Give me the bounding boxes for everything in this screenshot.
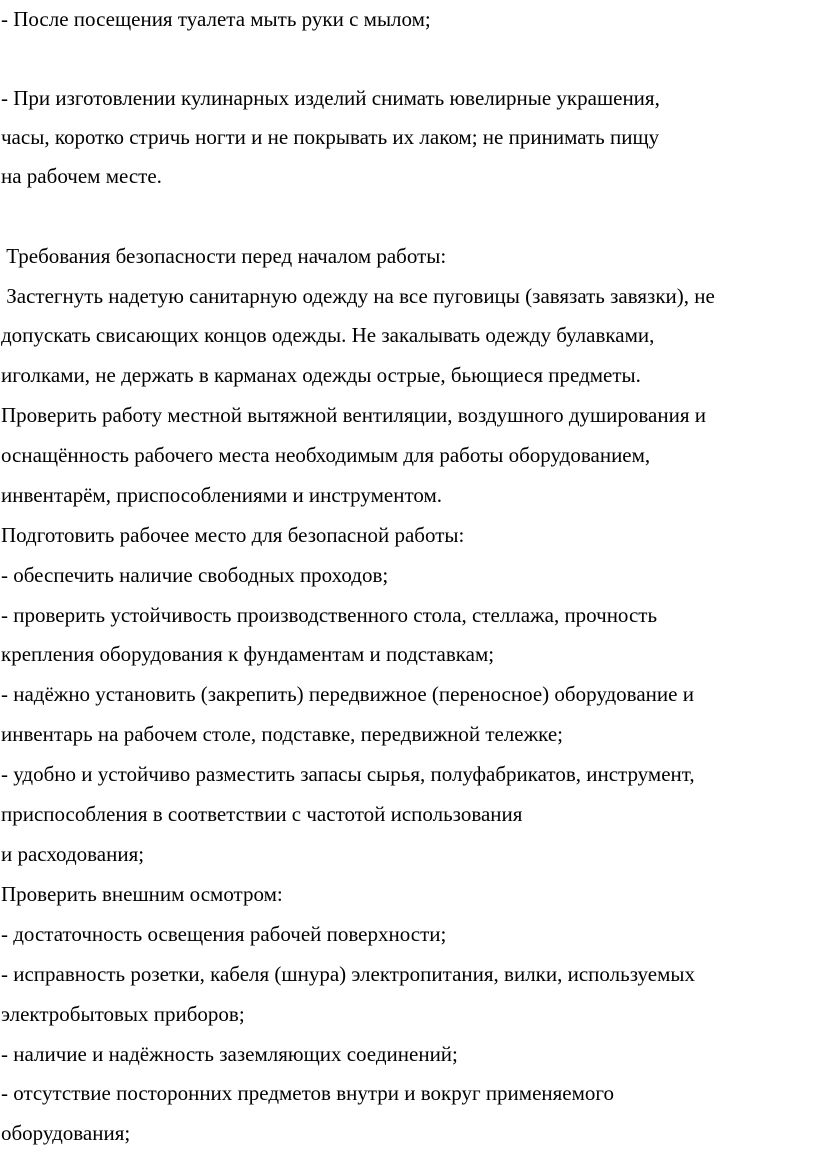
section-heading: Требования безопасности перед началом работы: [1, 244, 447, 268]
text-line: Проверить внешним осмотром: [1, 882, 283, 906]
text-line: часы, коротко стричь ногти и не покрывать их лаком; не принимать пищу [1, 125, 660, 149]
text-line: - При изготовлении кулинарных изделий снимать ювелирные украшения, [1, 86, 660, 110]
text-line: - проверить устойчивость производственного стола, стеллажа, прочность [1, 603, 658, 627]
text-line: и расходования; [1, 842, 145, 866]
text-line: Проверить работу местной вытяжной вентиляции, воздушного душирования и [1, 403, 706, 427]
text-line: электробытовых приборов; [1, 1002, 245, 1026]
text-line: оснащённость рабочего места необходимым для работы оборудованием, [1, 443, 651, 467]
text-line: крепления оборудования к фундаментам и подставкам; [1, 642, 495, 666]
text-line: - исправность розетки, кабеля (шнура) электропитания, вилки, используемых [1, 962, 695, 986]
text-line: - отсутствие посторонних предметов внутри и вокруг применяемого [1, 1081, 614, 1105]
text-line: - надёжно установить (закрепить) передвижное (переносное) оборудование и [1, 682, 694, 706]
text-line: иголками, не держать в карманах одежды острые, бьющиеся предметы. [1, 363, 641, 387]
text-line: инвентарь на рабочем столе, подставке, передвижной тележке; [1, 722, 563, 746]
text-line: - обеспечить наличие свободных проходов; [1, 563, 389, 587]
text-line: Застегнуть надетую санитарную одежду на все пуговицы (завязать завязки), не [1, 284, 715, 308]
text-line: на рабочем месте. [1, 164, 162, 188]
text-line: - наличие и надёжность заземляющих соединений; [1, 1042, 458, 1066]
text-line: - достаточность освещения рабочей поверхности; [1, 922, 447, 946]
text-line: Подготовить рабочее место для безопасной работы: [1, 523, 465, 547]
text-line: инвентарём, приспособлениями и инструментом. [1, 483, 442, 507]
text-line: - После посещения туалета мыть руки с мылом; [1, 7, 431, 31]
text-line: приспособления в соответствии с частотой использования [1, 802, 523, 826]
text-line: оборудования; [1, 1121, 131, 1145]
text-line: - удобно и устойчиво разместить запасы сырья, полуфабрикатов, инструмент, [1, 762, 695, 786]
text-line: допускать свисающих концов одежды. Не закалывать одежду булавками, [1, 323, 655, 347]
